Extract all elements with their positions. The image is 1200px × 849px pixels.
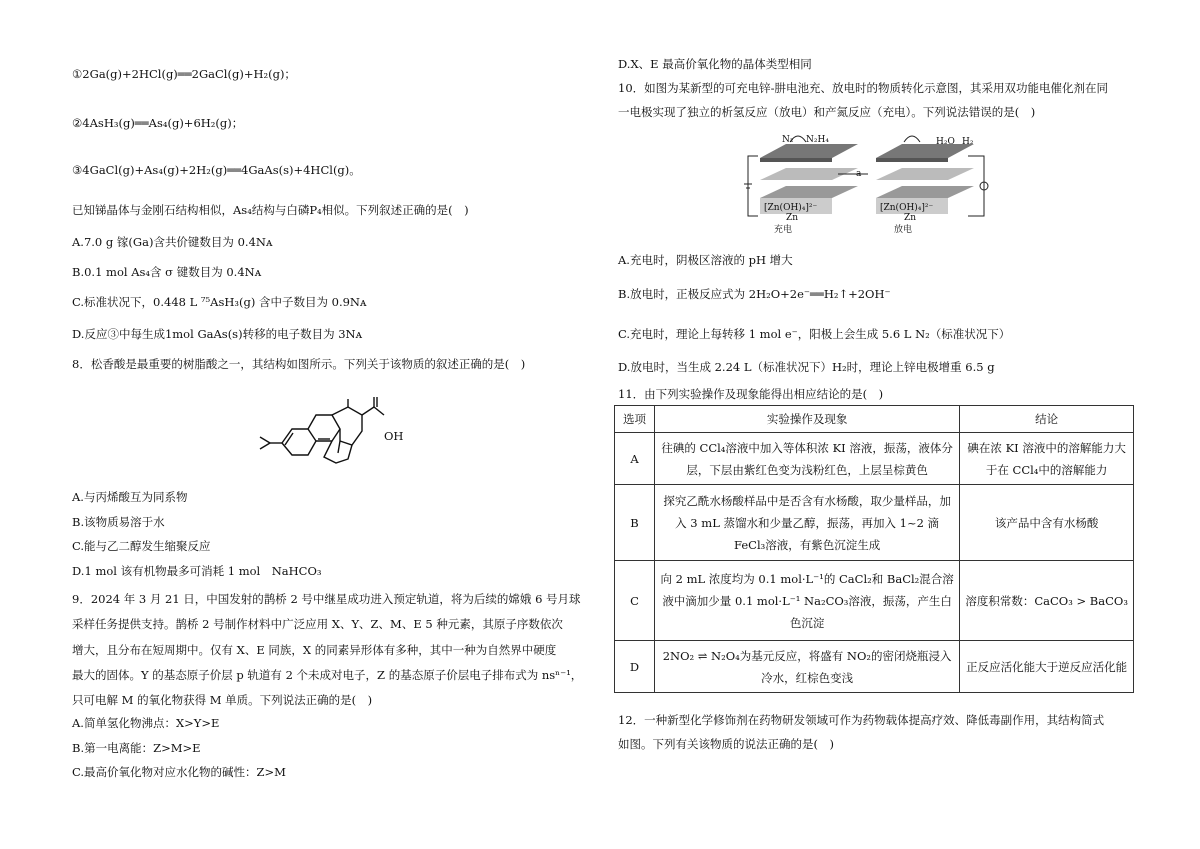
zn-label-right: Zn [904, 213, 917, 223]
table-row [615, 433, 1134, 485]
q9-line-5: 只可电解 M 的氧化物获得 M 单质。下列说法正确的是( ) [72, 693, 373, 707]
row-conclusion: 正反应活化能大于逆反应活化能 [960, 641, 1134, 693]
equation-2: ②4AsH₃(g)══As₄(g)+6H₂(g)； [72, 116, 244, 130]
q9-option-d: D.X、E 最高价氧化物的晶体类型相同 [618, 57, 812, 71]
equation-3: ③4GaCl(g)+As₄(g)+2H₂(g)══4GaAs(s)+4HCl(g)。 [72, 163, 361, 177]
q7-option-c: C.标准状况下，0.448 L ⁷⁵AsH₃(g) 含中子数目为 0.9Nᴀ [72, 295, 367, 309]
header-option: 选项 [615, 406, 655, 433]
table-row [615, 485, 1134, 561]
q7-option-d: D.反应③中每生成1mol GaAs(s)转移的电子数目为 3Nᴀ [72, 327, 363, 341]
q8-stem: 8．松香酸是最重要的树脂酸之一，其结构如图所示。下列关于该物质的叙述正确的是( ) [72, 357, 526, 371]
q7-stem: 已知锑晶体与金刚石结构相似，As₄结构与白磷P₄相似。下列叙述正确的是( ) [72, 203, 469, 217]
experiment-table [614, 405, 1134, 693]
row-option: D [615, 641, 655, 693]
q10-line-1: 10．如图为某新型的可充电锌-肼电池充、放电时的物质转化示意图，其采用双功能电催化剂在同 [618, 81, 1109, 95]
q10-option-a: A.充电时，阴极区溶液的 pH 增大 [618, 253, 793, 267]
q10-option-b: B.放电时，正极反应式为 2H₂O+2e⁻══H₂↑+2OH⁻ [618, 287, 891, 301]
row-operation: 2NO₂ ⇌ N₂O₄为基元反应，将盛有 NO₂的密闭烧瓶浸入冷水，红棕色变浅 [654, 641, 959, 693]
header-conclusion: 结论 [960, 406, 1134, 433]
q12-line-1: 12．一种新型化学修饰剂在药物研发领域可作为药物载体提高疗效、降低毒副作用，其结构简式 [618, 713, 1105, 727]
q9-option-a: A.简单氢化物沸点：X>Y>E [72, 716, 220, 730]
row-operation: 往碘的 CCl₄溶液中加入等体积浓 KI 溶液，振荡，液体分层，下层由紫红色变为浅粉红色，上层呈棕黄色 [654, 433, 959, 485]
q8-option-b: B.该物质易溶于水 [72, 515, 165, 529]
q10-option-d: D.放电时，当生成 2.24 L（标准状况下）H₂时，理论上锌电极增重 6.5 g [618, 360, 995, 374]
q9-line-3: 增大，且分布在短周期中。仅有 X、E 同族，X 的同素异形体有多种，其中一种为自然界中硬度 [72, 643, 557, 657]
q12-line-2: 如图。下列有关该物质的说法正确的是( ) [618, 737, 834, 751]
table-row [615, 561, 1134, 641]
row-operation: 向 2 mL 浓度均为 0.1 mol·L⁻¹的 CaCl₂和 BaCl₂混合溶液中滴加少量 0.1 mol·L⁻¹ Na₂CO₃溶液，振荡，产生白色沉淀 [654, 561, 959, 641]
q8-option-a: A.与丙烯酸互为同系物 [72, 490, 188, 504]
zn-label-left: Zn [786, 213, 799, 223]
discharge-label: 放电 [894, 225, 913, 235]
charge-label: 充电 [774, 225, 793, 235]
n2h4-label: N₂H₄ [806, 135, 829, 145]
n2-label: N₂ [782, 135, 794, 145]
q11-stem: 11．由下列实验操作及现象能得出相应结论的是( ) [618, 387, 884, 401]
row-option: C [615, 561, 655, 641]
table-row [615, 641, 1134, 693]
header-operation: 实验操作及现象 [654, 406, 959, 433]
row-conclusion: 该产品中含有水杨酸 [960, 485, 1134, 561]
h2o-label: H₂O [936, 137, 955, 147]
q10-option-c: C.充电时，理论上每转移 1 mol e⁻，阳极上会生成 5.6 L N₂（标准状况下） [618, 327, 1011, 341]
q9-line-4: 最大的固体。Y 的基态原子价层 p 轨道有 2 个未成对电子，Z 的基态原子价层电子排布式为 nsⁿ⁻¹， [72, 668, 583, 682]
table-header-row [615, 406, 1134, 433]
q9-line-2: 采样任务提供支持。鹊桥 2 号制作材料中广泛应用 X、Y、Z、M、E 5 种元素，其原子序数依次 [72, 617, 563, 631]
row-conclusion: 碘在浓 KI 溶液中的溶解能力大于在 CCl₄中的溶解能力 [960, 433, 1134, 485]
equation-1: ①2Ga(g)+2HCl(g)══2GaCl(g)+H₂(g)； [72, 67, 296, 81]
row-option: A [615, 433, 655, 485]
q9-line-1: 9．2024 年 3 月 21 日，中国发射的鹊桥 2 号中继星成功进入预定轨道，将为后续的嫦娥 6 号月球 [72, 592, 581, 606]
q10-line-2: 一电极实现了独立的析氢反应（放电）和产氮反应（充电）。下列说法错误的是( ) [618, 105, 1036, 119]
q7-option-a: A.7.0 g 镓(Ga)含共价键数目为 0.4Nᴀ [72, 235, 273, 249]
row-operation: 探究乙酰水杨酸样品中是否含有水杨酸，取少量样品，加入 3 mL 蒸馏水和少量乙醇，振荡，再加入 1~2 滴 FeCl₃溶液，有紫色沉淀生成 [654, 485, 959, 561]
q9-option-b: B.第一电离能：Z>M>E [72, 741, 201, 755]
q8-option-d: D.1 mol 该有机物最多可消耗 1 mol NaHCO₃ [72, 564, 322, 578]
q8-option-c: C.能与乙二醇发生缩聚反应 [72, 539, 211, 553]
molecule-oh-label: OH [384, 429, 404, 443]
row-conclusion: 溶度积常数：CaCO₃ > BaCO₃ [960, 561, 1134, 641]
row-option: B [615, 485, 655, 561]
zincate-label-right: [Zn(OH)₄]²⁻ [880, 203, 934, 213]
zincate-label-left: [Zn(OH)₄]²⁻ [764, 203, 818, 213]
q7-option-b: B.0.1 mol As₄含 σ 键数目为 0.4Nᴀ [72, 265, 262, 279]
q9-option-c: C.最高价氧化物对应水化物的碱性：Z>M [72, 765, 286, 779]
h2-label: H₂ [962, 137, 974, 147]
a-label: a [856, 169, 862, 179]
